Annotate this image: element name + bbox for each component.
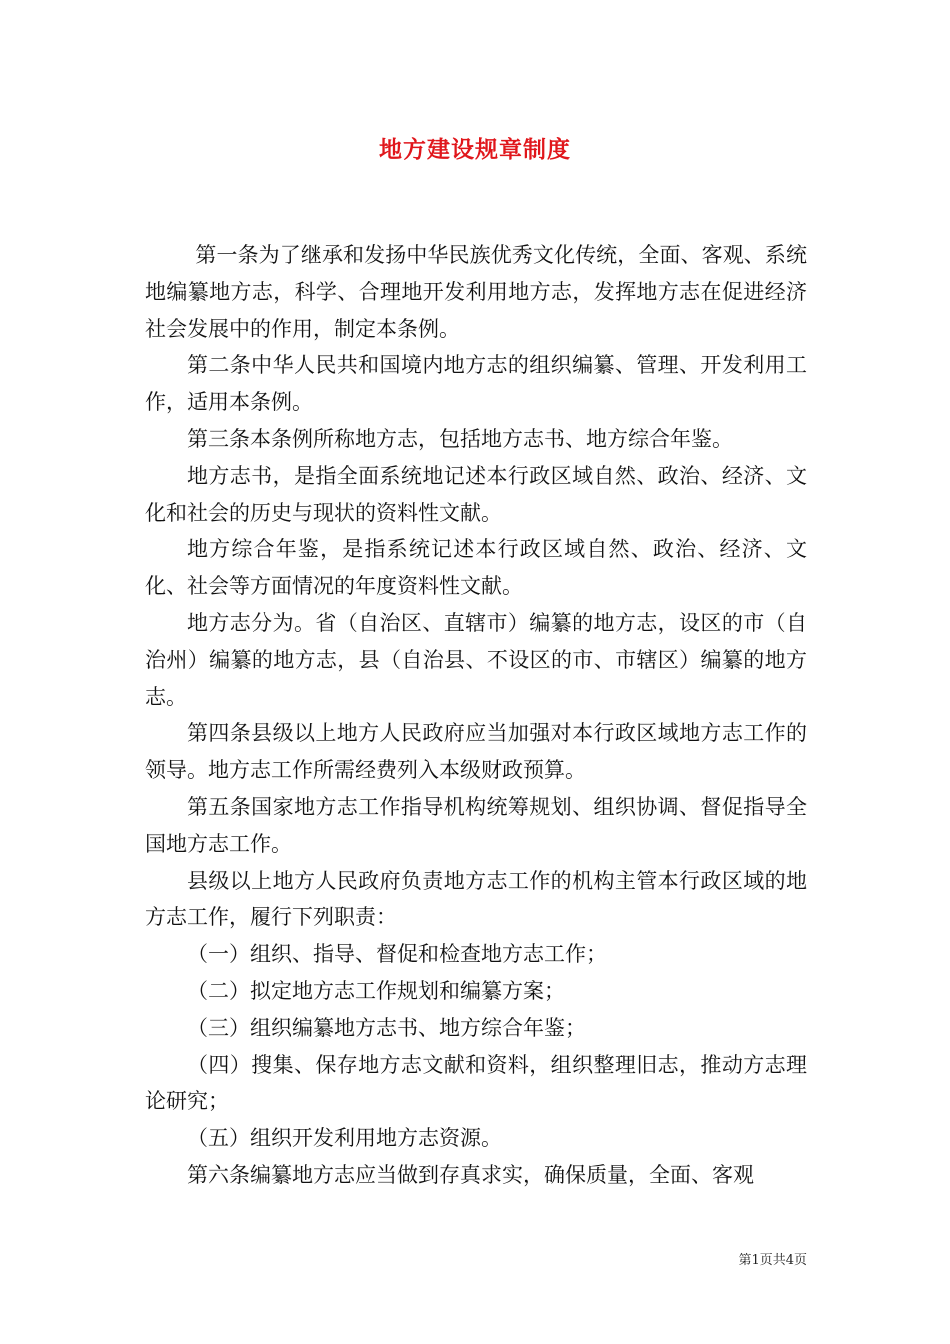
paragraph-county-duties: 县级以上地方人民政府负责地方志工作的机构主管本行政区域的地方志工作，履行下列职责： bbox=[145, 868, 807, 930]
paragraph-article-3: 第三条本条例所称地方志，包括地方志书、地方综合年鉴。 bbox=[187, 426, 733, 451]
paragraph-local-gazetteer-book: 地方志书，是指全面系统地记述本行政区域自然、政治、经济、文化和社会的历史与现状的资料性文献。 bbox=[145, 463, 807, 525]
paragraph-article-1: 第一条为了继承和发扬中华民族优秀文化传统，全面、客观、系统地编纂地方志，科学、合理地开发利用地方志，发挥地方志在促进经济社会发展中的作用，制定本条例。 bbox=[145, 243, 807, 341]
paragraph-duty-4: （四）搜集、保存地方志文献和资料，组织整理旧志，推动方志理论研究； bbox=[145, 1052, 807, 1114]
paragraph-article-4: 第四条县级以上地方人民政府应当加强对本行政区域地方志工作的领导。地方志工作所需经费列入本级财政预算。 bbox=[145, 721, 807, 783]
page-number-footer: 第1页共4页 bbox=[738, 1253, 807, 1268]
document-body bbox=[145, 237, 807, 1194]
document-title: 地方建设规章制度 bbox=[379, 136, 571, 163]
paragraph-duty-1: （一）组织、指导、督促和检查地方志工作； bbox=[187, 942, 607, 967]
paragraph-duty-2: （二）拟定地方志工作规划和编纂方案； bbox=[187, 978, 565, 1003]
paragraph-article-6: 第六条编纂地方志应当做到存真求实，确保质量，全面、客观 bbox=[187, 1162, 754, 1187]
paragraph-gazetteer-levels: 地方志分为。省（自治区、直辖市）编纂的地方志，设区的市（自治州）编纂的地方志，县（自治县、不设区的市、市辖区）编纂的地方志。 bbox=[145, 610, 807, 709]
paragraph-article-5: 第五条国家地方志工作指导机构统筹规划、组织协调、督促指导全国地方志工作。 bbox=[145, 794, 807, 856]
paragraph-local-yearbook: 地方综合年鉴，是指系统记述本行政区域自然、政治、经济、文化、社会等方面情况的年度资料性文献。 bbox=[145, 537, 807, 599]
paragraph-article-2: 第二条中华人民共和国境内地方志的组织编纂、管理、开发利用工作，适用本条例。 bbox=[145, 353, 807, 415]
paragraph-duty-3: （三）组织编纂地方志书、地方综合年鉴； bbox=[187, 1015, 586, 1040]
paragraph-duty-5: （五）组织开发利用地方志资源。 bbox=[187, 1126, 502, 1151]
